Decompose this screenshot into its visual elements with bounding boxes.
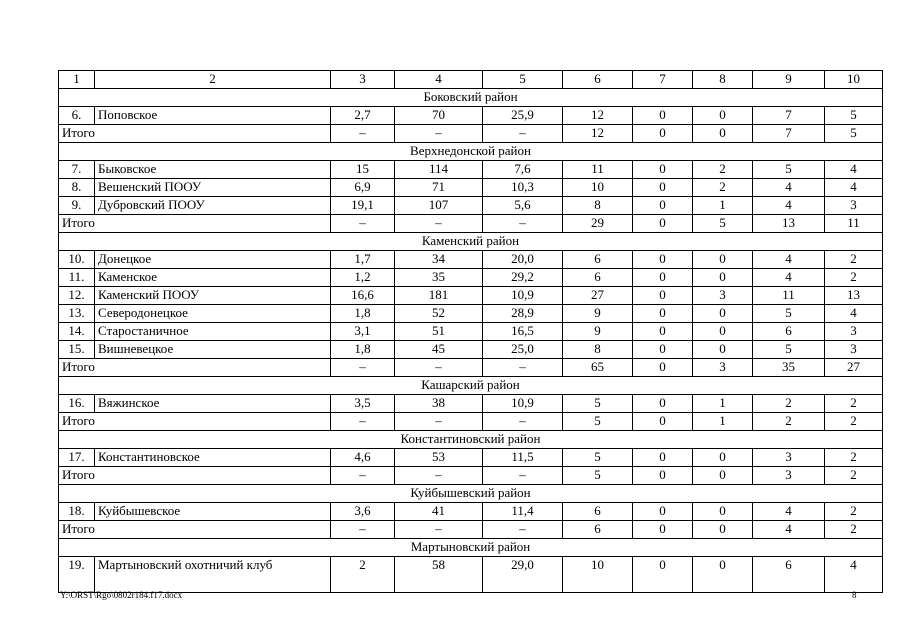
data-cell: 2 [693,161,753,179]
data-cell: 0 [693,305,753,323]
data-cell: 0 [633,557,693,593]
data-cell: 4 [753,503,825,521]
district-row [59,377,883,395]
table-row [59,251,883,269]
district-name: Мартыновский район [59,539,883,557]
total-cell: 65 [563,359,633,377]
data-cell: 0 [633,197,693,215]
data-cell: 70 [395,107,483,125]
total-cell: – [395,467,483,485]
data-cell: 25,9 [483,107,563,125]
total-row [59,215,883,233]
table-row [59,161,883,179]
total-cell: – [331,125,395,143]
data-cell: 45 [395,341,483,359]
row-number: 12. [59,287,95,305]
site-name: Вешенский ПООУ [95,179,331,197]
total-cell: – [483,359,563,377]
total-cell: – [331,359,395,377]
data-cell: 1,2 [331,269,395,287]
data-cell: 11,5 [483,449,563,467]
data-cell: 0 [633,341,693,359]
row-number: 14. [59,323,95,341]
data-cell: 2 [331,557,395,593]
data-cell: 1,8 [331,305,395,323]
row-number: 18. [59,503,95,521]
header-cell: 2 [95,71,331,89]
district-row [59,143,883,161]
data-cell: 25,0 [483,341,563,359]
data-cell: 2 [825,449,883,467]
data-cell: 10 [563,179,633,197]
data-cell: 0 [633,305,693,323]
header-cell: 9 [753,71,825,89]
district-row [59,485,883,503]
data-cell: 0 [693,323,753,341]
data-cell: 181 [395,287,483,305]
data-cell: 4 [825,557,883,593]
footer-page-number: 8 [852,590,857,600]
header-cell: 7 [633,71,693,89]
table-row [59,197,883,215]
total-cell: – [395,521,483,539]
footer-file-path: Y:\ORST\Rgo\0802r184.f17.docx [60,590,183,600]
header-cell: 10 [825,71,883,89]
district-name: Константиновский район [59,431,883,449]
total-cell: 2 [825,467,883,485]
data-cell: 16,6 [331,287,395,305]
data-cell: 4 [753,251,825,269]
site-name: Вишневецкое [95,341,331,359]
total-cell: – [395,215,483,233]
district-row [59,539,883,557]
data-cell: 2 [753,395,825,413]
data-cell: 2 [825,503,883,521]
data-cell: 0 [693,107,753,125]
row-number: 13. [59,305,95,323]
row-number: 9. [59,197,95,215]
site-name: Быковское [95,161,331,179]
district-row [59,431,883,449]
table-row [59,503,883,521]
total-cell: 29 [563,215,633,233]
site-name: Северодонецкое [95,305,331,323]
data-cell: 4 [825,161,883,179]
data-cell: 6 [753,557,825,593]
district-name: Кашарский район [59,377,883,395]
data-cell: 19,1 [331,197,395,215]
total-cell: – [331,215,395,233]
district-row [59,89,883,107]
site-name: Константиновское [95,449,331,467]
total-cell: – [395,125,483,143]
district-name: Верхнедонской район [59,143,883,161]
data-cell: 0 [633,449,693,467]
data-cell: 0 [693,557,753,593]
data-cell: 35 [395,269,483,287]
total-cell: 0 [633,521,693,539]
row-number: 7. [59,161,95,179]
row-number: 8. [59,179,95,197]
data-cell: 3 [825,197,883,215]
total-label: Итого [59,215,331,233]
data-cell: 1 [693,395,753,413]
data-cell: 0 [633,251,693,269]
data-cell: 0 [633,107,693,125]
site-name: Поповское [95,107,331,125]
total-cell: 12 [563,125,633,143]
data-cell: 13 [825,287,883,305]
data-cell: 6 [563,503,633,521]
district-name: Боковский район [59,89,883,107]
data-cell: 9 [563,305,633,323]
site-name: Старостаничное [95,323,331,341]
total-cell: 0 [633,215,693,233]
data-cell: 0 [633,179,693,197]
data-cell: 16,5 [483,323,563,341]
district-name: Куйбышевский район [59,485,883,503]
site-name: Каменский ПООУ [95,287,331,305]
total-label: Итого [59,359,331,377]
total-cell: – [395,413,483,431]
data-cell: 5 [825,107,883,125]
data-cell: 4 [753,269,825,287]
total-cell: 2 [825,413,883,431]
total-label: Итого [59,467,331,485]
data-cell: 107 [395,197,483,215]
total-cell: 1 [693,413,753,431]
row-number: 6. [59,107,95,125]
data-cell: 0 [693,251,753,269]
data-cell: 29,2 [483,269,563,287]
data-cell: 7 [753,107,825,125]
header-cell: 8 [693,71,753,89]
document-table [58,70,883,593]
total-row [59,125,883,143]
row-number: 19. [59,557,95,593]
total-cell: 0 [693,521,753,539]
header-cell: 6 [563,71,633,89]
data-cell: 10 [563,557,633,593]
data-cell: 9 [563,323,633,341]
data-cell: 4 [753,197,825,215]
header-cell: 4 [395,71,483,89]
data-cell: 2 [825,395,883,413]
data-cell: 3,1 [331,323,395,341]
data-cell: 5 [753,341,825,359]
data-cell: 0 [633,395,693,413]
data-cell: 0 [633,161,693,179]
total-cell: 2 [753,413,825,431]
site-name: Мартыновский охотничий клуб [95,557,331,593]
data-cell: 34 [395,251,483,269]
table-row [59,395,883,413]
total-cell: – [331,413,395,431]
data-cell: 15 [331,161,395,179]
data-cell: 7,6 [483,161,563,179]
data-cell: 3 [753,449,825,467]
data-cell: 1 [693,197,753,215]
data-cell: 53 [395,449,483,467]
data-cell: 2 [693,179,753,197]
data-cell: 6 [563,269,633,287]
total-cell: – [331,521,395,539]
header-row [59,71,883,89]
total-cell: – [483,413,563,431]
data-cell: 12 [563,107,633,125]
data-cell: 8 [563,197,633,215]
table-row [59,323,883,341]
total-cell: 0 [633,413,693,431]
data-cell: 58 [395,557,483,593]
total-label: Итого [59,125,331,143]
data-cell: 0 [633,503,693,521]
data-cell: 6 [563,251,633,269]
total-label: Итого [59,521,331,539]
data-cell: 1,8 [331,341,395,359]
table-row [59,341,883,359]
total-cell: 0 [633,467,693,485]
data-cell: 11,4 [483,503,563,521]
row-number: 16. [59,395,95,413]
data-cell: 4,6 [331,449,395,467]
data-cell: 3 [825,341,883,359]
data-cell: 10,9 [483,287,563,305]
data-cell: 1,7 [331,251,395,269]
data-cell: 0 [693,449,753,467]
total-cell: – [483,215,563,233]
table-row [59,269,883,287]
data-cell: 71 [395,179,483,197]
data-cell: 5 [563,449,633,467]
data-cell: 6,9 [331,179,395,197]
data-cell: 4 [825,179,883,197]
total-cell: 5 [825,125,883,143]
data-cell: 0 [633,287,693,305]
row-number: 10. [59,251,95,269]
total-cell: 35 [753,359,825,377]
row-number: 17. [59,449,95,467]
total-cell: 13 [753,215,825,233]
data-cell: 3,5 [331,395,395,413]
total-cell: 0 [693,125,753,143]
total-row [59,413,883,431]
site-name: Вяжинское [95,395,331,413]
data-cell: 28,9 [483,305,563,323]
total-cell: 0 [693,467,753,485]
total-cell: 5 [563,413,633,431]
header-cell: 1 [59,71,95,89]
total-cell: 3 [753,467,825,485]
total-cell: 4 [753,521,825,539]
data-cell: 114 [395,161,483,179]
total-cell: 7 [753,125,825,143]
data-cell: 6 [753,323,825,341]
row-number: 15. [59,341,95,359]
site-name: Донецкое [95,251,331,269]
data-cell: 5 [753,305,825,323]
data-cell: 2 [825,269,883,287]
data-cell: 0 [633,269,693,287]
total-cell: 0 [633,125,693,143]
data-cell: 3 [825,323,883,341]
district-name: Каменский район [59,233,883,251]
header-cell: 3 [331,71,395,89]
data-cell: 2 [825,251,883,269]
district-row [59,233,883,251]
data-cell: 0 [693,503,753,521]
table-row [59,557,883,593]
total-cell: 5 [693,215,753,233]
data-cell: 2,7 [331,107,395,125]
data-cell: 20,0 [483,251,563,269]
data-cell: 5 [753,161,825,179]
data-cell: 5,6 [483,197,563,215]
data-cell: 11 [563,161,633,179]
data-cell: 4 [825,305,883,323]
total-cell: 3 [693,359,753,377]
total-row [59,467,883,485]
header-cell: 5 [483,71,563,89]
data-cell: 5 [563,395,633,413]
data-cell: 8 [563,341,633,359]
table-row [59,305,883,323]
data-cell: 10,3 [483,179,563,197]
row-number: 11. [59,269,95,287]
data-cell: 11 [753,287,825,305]
data-cell: 0 [693,269,753,287]
total-cell: – [483,521,563,539]
total-cell: – [395,359,483,377]
total-cell: – [483,467,563,485]
total-row [59,521,883,539]
total-cell: 0 [633,359,693,377]
table-row [59,179,883,197]
total-cell: 6 [563,521,633,539]
table-row [59,287,883,305]
site-name: Дубровский ПООУ [95,197,331,215]
data-cell: 41 [395,503,483,521]
total-label: Итого [59,413,331,431]
site-name: Каменское [95,269,331,287]
data-cell: 0 [633,323,693,341]
data-cell: 4 [753,179,825,197]
data-cell: 52 [395,305,483,323]
total-cell: – [331,467,395,485]
total-row [59,359,883,377]
total-cell: 27 [825,359,883,377]
total-cell: 5 [563,467,633,485]
total-cell: 2 [825,521,883,539]
total-cell: 11 [825,215,883,233]
data-cell: 10,9 [483,395,563,413]
data-cell: 3,6 [331,503,395,521]
data-cell: 27 [563,287,633,305]
data-cell: 38 [395,395,483,413]
table-row [59,107,883,125]
data-cell: 29,0 [483,557,563,593]
table-row [59,449,883,467]
site-name: Куйбышевское [95,503,331,521]
data-cell: 3 [693,287,753,305]
total-cell: – [483,125,563,143]
data-cell: 51 [395,323,483,341]
data-cell: 0 [693,341,753,359]
